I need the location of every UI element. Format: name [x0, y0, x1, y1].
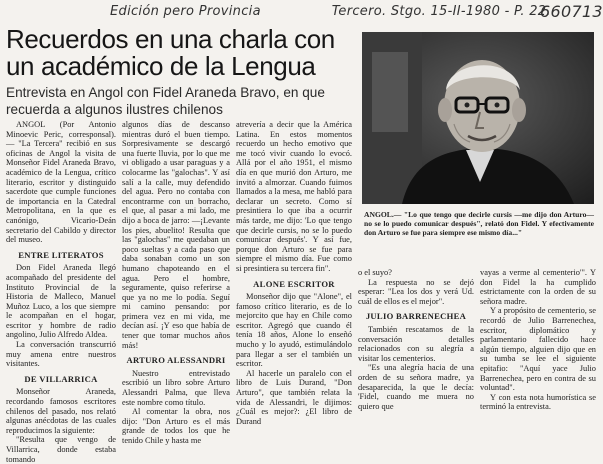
- article-column-4: [358, 268, 474, 436]
- paragraph: Y a propósito de cementerio, se recordó de Julio Barrenechea, escritor, diplomático y parlamentario fallecido hace algún tiempo, alguien dijo que en su tumba se lee el siguiente epitafio: "Aquí yace Julio Barrenechea, pero en contra de su voluntad".: [480, 306, 596, 393]
- section-heading: ARTURO ALESSANDRI: [126, 355, 226, 366]
- paragraph: Don Fidel Araneda llegó acompañado del presidente del Instituto Provincial de la Historia de Malleco, Manuel Muñoz Luco, a los que siempre le acompañan en el hogar, escritor y hombre de radio angolino, Julio Alfredo Aldea.: [6, 263, 116, 340]
- paragraph: La conversación transcurrió muy amena entre nuestros visitantes.: [6, 340, 116, 369]
- section-heading: ENTRE LITERATOS: [18, 249, 104, 260]
- paragraph: vayas a verme al cementerio'". Y don Fidel la ha cumplido estrictamente con la orden de su señora madre.: [480, 268, 596, 306]
- paragraph: Al hacerle un paralelo con el libro de Luis Durand, "Don Arturo", que también relata la vida de Alessandri, le dijimos: ¿Cuál es mejor?: ¿El libro de Durand: [236, 368, 352, 426]
- article-column-3: [236, 120, 352, 436]
- section-heading: DE VILLARRICA: [24, 373, 98, 384]
- section-heading: ALONE ESCRITOR: [253, 278, 335, 289]
- paragraph: Al comentar la obra, nos dijo: "Don Arturo es el más grande de todos los que he tenido Chile y hasta me: [122, 407, 230, 445]
- paragraph: algunos días de descanso mientras duró el buen tiempo. Sorpresivamente se descargó una fuerte lluvia, por lo que me vi obligado a usar paraguas y a colocarme las "galochas". Y así salí a la calle, muy defendido del agua. Pero no contaba con encontrarme con un borracho, el que, al pasar a mi lado, me dijo a boca de jarro: —¡Levante los pies, abuelito! Resulta que las "galochas" me quedaban un poco sueltas y a cada paso que daba sonaban como un son humano chapoteando en el agua. Pero el hombre, seguramente, quiso referirse a que ya no me lo podía. Seguí mi camino pensando: por primera vez en mi vida, me decían así. ¡Y eso que había de tener que tomar muchos años más!: [122, 120, 230, 350]
- article-headline: Recuerdos en una charla con un académico de la Lengua: [6, 24, 335, 81]
- paragraph: Y con esta nota humorística se terminó la entrevista.: [480, 392, 596, 412]
- paragraph: Monseñor dijo que "Alone", el famoso crítico literario, es de lo mejorcito que hay en Chile como escritor. Agregó que cuando él tenía 18 años, Alone lo enseñó mucho y lo ayudó, estimulándolo para llegar a ser el también un escritor.: [236, 292, 352, 369]
- article-column-5: [480, 268, 596, 436]
- section-heading: JULIO BARRENECHEA: [365, 311, 467, 322]
- article-column-1: [6, 120, 116, 464]
- paragraph: "Resulta que vengo de Villarrica, donde estaba tomando: [6, 435, 116, 464]
- paragraph: ANGOL (Por Antonio Minoevic Peric, corresponsal). — "La Tercera" recibió en sus oficinas de Angol la visita de Monseñor Fidel Araneda Bravo, académico de la Lengua, crítico literario, escritor y distinguido sacerdote que cumple funciones de importancia en la Catedral Metropolitana, en la que es canónigo, Vicario-Deán secretario del Cabildo y director del museo.: [6, 120, 116, 245]
- photo-caption: ANGOL.— "Lo que tengo que decirle cursis —me dijo don Arturo— no se lo puedo comunicar después", relató don Fidel. Y efectivamente don Arturo se fue para siempre ese mismo día...": [364, 210, 594, 237]
- paragraph: "Es una alegría hacia de una orden de su señora madre, ya desaparecida, la que le decía: 'Fidel, cuando me muera no quiero que: [358, 363, 474, 411]
- handwritten-annotation: [110, 2, 603, 21]
- article-column-2: [122, 120, 230, 445]
- annotation-left: Edición pero Provincia: [110, 4, 261, 19]
- paragraph: La respuesta no se dejó esperar: "Lea los dos y verá Ud. cuál de ellos es el mejor".: [358, 277, 474, 306]
- paragraph: atrevería a decir que la América Latina. En estos momentos recuerdo un hecho emotivo que me tocó vivir cuando lo evocó. Allá por el año 1951, el mismo día en que murió don Arturo, me invitó a almorzar. Cuando fuimos llamados a la mesa, me habló para declarar un secreto. Como sí presintiera lo que iba a ocurrir más tarde, me dijo: 'Lo que tengo que decirle cursis, no se lo puedo comunicar después'. Y así fue, porque don Arturo se fue para siempre el mismo día. Fue como si presintiera su tercera fin".: [236, 120, 352, 273]
- portrait-photo: [362, 32, 594, 204]
- paragraph: o el suyo?: [358, 268, 392, 277]
- paragraph: También rescatamos de la conversación detalles relacionados con su alegría a visitar los cementerios.: [358, 324, 474, 363]
- annotation-code: 660713: [540, 2, 603, 21]
- annotation-right: Tercero. Stgo. 15-II-1980 - P. 22.: [331, 4, 551, 19]
- portrait-illustration: [362, 32, 594, 204]
- paragraph: Nuestro entrevistado escribió un libro sobre Arturo Alessandri Palma, que lleva este nombre como título.: [122, 368, 230, 407]
- article-subheadline: Entrevista en Angol con Fidel Araneda Bravo, en que recuerda a algunos ilustres chilenos: [6, 85, 325, 117]
- paragraph: Monseñor Araneda, recordando famosos escritores chilenos del pasado, nos relató algunas anécdotas de las cuales reproducimos la siguiente:: [6, 387, 116, 435]
